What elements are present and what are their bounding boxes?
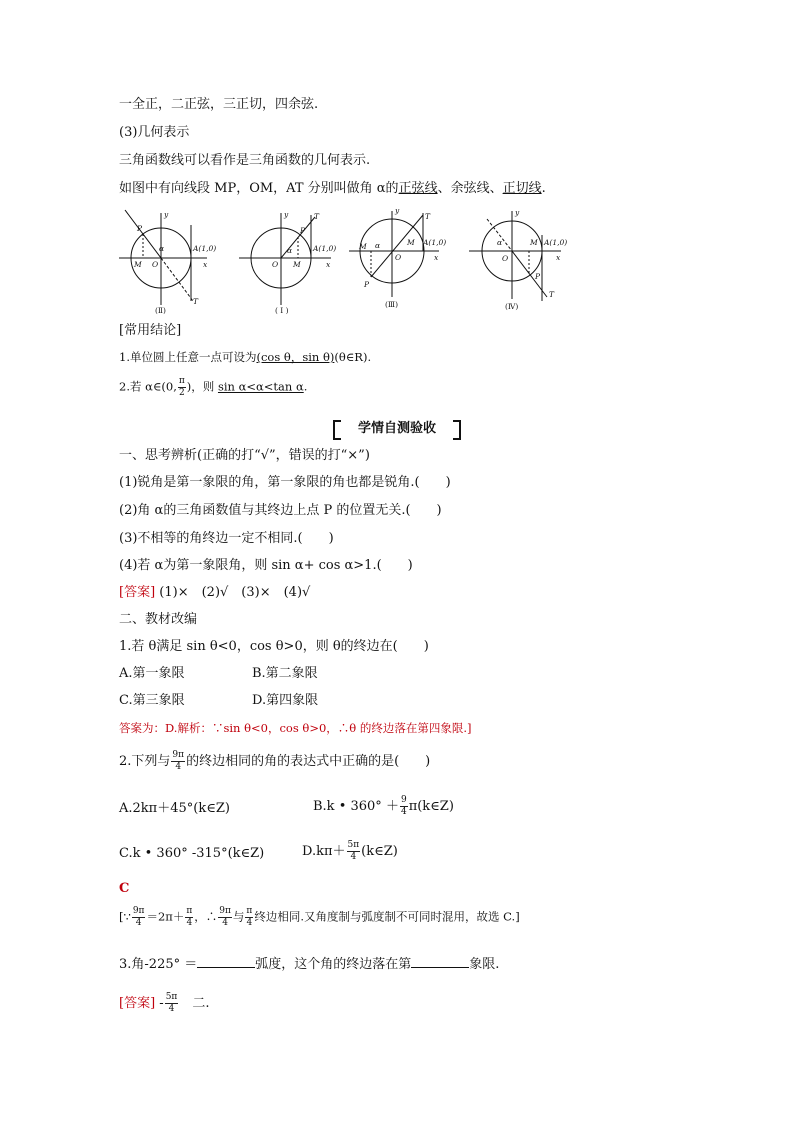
underlined-term: 正切线	[502, 181, 542, 196]
fraction: $\frac{9\pi}{4}$	[219, 906, 231, 928]
fraction: $\frac{5\pi}{4}$	[347, 840, 360, 862]
conclusion-1	[119, 348, 371, 366]
svg-text:x: x	[556, 253, 561, 262]
svg-text:P: P	[137, 224, 143, 233]
figure-quadrant-i	[239, 213, 331, 305]
underlined-term: sin α<α<tan α	[217, 379, 304, 394]
svg-text:( I ): ( I )	[275, 306, 289, 315]
figure-quadrant-ii	[119, 210, 207, 305]
option-c: C.第三象限	[119, 693, 185, 708]
fraction: $\frac{\pi}{4}$	[246, 906, 253, 928]
fraction: $\frac{9\pi}{4}$	[172, 750, 185, 772]
section-banner	[333, 420, 461, 438]
bracket-right	[453, 420, 461, 440]
fraction: $\frac{\pi}{2}$	[178, 376, 185, 398]
svg-text:A(1,0): A(1,0)	[544, 238, 568, 247]
fill-blank	[411, 955, 469, 968]
text-line: 三角函数线可以看作是三角函数的几何表示.	[119, 153, 371, 168]
svg-text:T: T	[314, 212, 320, 221]
underlined-term: 正弦线	[398, 181, 438, 196]
svg-text:O: O	[272, 260, 279, 269]
svg-text:O: O	[395, 253, 402, 262]
svg-text:T: T	[549, 290, 555, 299]
option-c: C.k • 360° -315°(k∈Z)	[119, 846, 265, 861]
svg-text:M: M	[359, 242, 367, 251]
text: 2.下列与	[119, 754, 171, 769]
option-b: B.第二象限	[252, 666, 318, 681]
figure-quadrant-iv	[469, 211, 561, 301]
answer-text: (1)× (2)√ (3)× (4)√	[155, 585, 311, 600]
problem-3-answer: [答案] - $\frac{5\pi}{4}$ 二.	[119, 992, 210, 1014]
svg-text:(Ⅳ): (Ⅳ)	[505, 302, 519, 311]
option-d: D.kπ＋ $\frac{5\pi}{4}$ (k∈Z)	[302, 840, 398, 862]
svg-text:M: M	[530, 238, 538, 247]
problem-3: 3.角-225° ＝ 弧度，这个角的终边落在第 象限.	[119, 957, 500, 972]
svg-text:O: O	[152, 260, 159, 269]
svg-text:P: P	[364, 280, 370, 289]
fraction: $\frac{\pi}{4}$	[186, 906, 193, 928]
text: 、余弦线、	[437, 181, 503, 196]
problem-2-answer: C	[119, 881, 130, 896]
text: .	[541, 181, 546, 196]
svg-text:M: M	[134, 260, 142, 269]
section-heading: 二、教材改编	[119, 612, 198, 627]
question-item: (3)不相等的角终边一定不相同.( )	[119, 531, 334, 546]
banner-title: 学情自测验收	[357, 421, 436, 436]
svg-text:A(1,0): A(1,0)	[193, 244, 217, 253]
fill-blank	[197, 955, 255, 968]
text: 2.若 α∈(0,	[119, 379, 177, 394]
svg-text:x: x	[203, 260, 208, 269]
question-item: (1)锐角是第一象限的角，第一象限的角也都是锐角.( )	[119, 475, 451, 490]
question-item: (4)若 α为第一象限角，则 sin α+ cos α>1.( )	[119, 558, 413, 573]
svg-text:A(1,0): A(1,0)	[313, 244, 337, 253]
text-line: 一全正，二正弦，三正切，四余弦.	[119, 97, 319, 112]
svg-text:α: α	[497, 238, 503, 247]
fraction: $\frac{9\pi}{4}$	[132, 906, 145, 928]
svg-text:α: α	[159, 244, 165, 253]
option-d: D.第四象限	[252, 693, 319, 708]
text: )，则	[186, 379, 218, 394]
fraction: $\frac{9}{4}$	[400, 795, 407, 817]
option-a: A.2kπ＋45°(k∈Z)	[119, 801, 230, 816]
svg-text:α: α	[375, 241, 381, 250]
answer-label: [答案]	[119, 996, 156, 1011]
problem-2-explanation: [∵ $\frac{9\pi}{4}$ ＝2π＋ $\frac{\pi}{4}$ ，∴ $\frac{9\pi}{4}$ 与 $\frac{\pi}{4}$ 终边相同.又角度制与弧度制不可同时混用，故选 C.]	[119, 906, 520, 928]
conclusion-2	[119, 376, 307, 399]
bracket-left	[333, 420, 341, 440]
problem-1: 1.若 θ满足 sin θ<0，cos θ>0，则 θ的终边在( )	[119, 639, 429, 654]
svg-text:P: P	[300, 226, 306, 235]
text: 如图中有向线段 MP，OM，AT 分别叫做角 α的	[119, 181, 399, 196]
text-line	[119, 180, 546, 198]
answer-label: [答案]	[119, 585, 156, 600]
underlined-term: (cos θ，sin θ)	[256, 350, 335, 364]
text: 1.单位圆上任意一点可设为	[119, 350, 257, 364]
svg-text:T: T	[193, 297, 199, 306]
svg-text:O: O	[502, 254, 509, 263]
answer-line	[119, 584, 310, 602]
svg-text:y: y	[284, 210, 289, 219]
text: .	[303, 379, 308, 394]
text: (θ∈R).	[334, 350, 372, 364]
svg-text:A(1,0): A(1,0)	[423, 238, 447, 247]
question-item: (2)角 α的三角函数值与其终边上点 P 的位置无关.( )	[119, 503, 442, 518]
svg-text:x: x	[434, 253, 439, 262]
unit-circle-figures	[117, 205, 577, 320]
svg-text:M: M	[407, 238, 415, 247]
svg-text:y: y	[164, 210, 169, 219]
common-conclusions-title: [常用结论]	[119, 323, 182, 338]
svg-text:y: y	[515, 208, 520, 217]
section-heading: 一、思考辨析(正确的打“√”，错误的打“×”)	[119, 448, 370, 463]
svg-text:P: P	[535, 272, 541, 281]
svg-text:α: α	[287, 246, 293, 255]
text: 的终边相同的角的表达式中正确的是( )	[186, 754, 431, 769]
figure-quadrant-iii	[349, 211, 439, 297]
svg-text:x: x	[326, 260, 331, 269]
option-b: B.k • 360° ＋ $\frac{9}{4}$ π(k∈Z)	[313, 795, 454, 817]
subsection-heading: (3)几何表示	[119, 125, 190, 140]
problem-2	[119, 750, 430, 773]
svg-text:(Ⅱ): (Ⅱ)	[155, 306, 166, 315]
problem-1-answer: 答案为：D.解析：∵sin θ<0，cos θ>0，∴θ 的终边落在第四象限.]	[119, 721, 472, 735]
svg-text:y: y	[395, 206, 400, 215]
fraction: $\frac{5\pi}{4}$	[165, 992, 178, 1014]
svg-text:M: M	[293, 260, 301, 269]
option-a: A.第一象限	[119, 666, 185, 681]
svg-text:T: T	[425, 212, 431, 221]
svg-text:(Ⅲ): (Ⅲ)	[385, 300, 399, 309]
